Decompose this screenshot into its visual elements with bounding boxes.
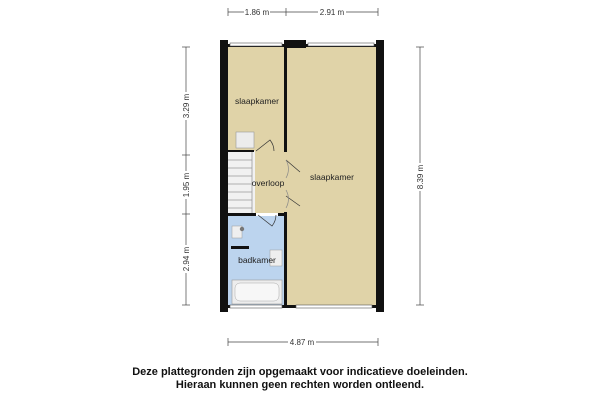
- room-label-landing: overloop: [251, 178, 285, 188]
- cabinet-icon: [236, 132, 254, 148]
- room-label-bedroom-left: slaapkamer: [235, 96, 279, 106]
- dim-right: 8.39 m: [416, 164, 425, 190]
- disclaimer-line-1: Deze plattegronden zijn opgemaakt voor indicatieve doeleinden.: [132, 366, 468, 378]
- dim-top-right: 2.91 m: [319, 8, 345, 17]
- dim-left-middle: 1.95 m: [182, 172, 191, 198]
- dim-bottom: 4.87 m: [289, 338, 315, 347]
- room-label-bathroom: badkamer: [238, 255, 276, 265]
- dim-top-left: 1.86 m: [244, 8, 270, 17]
- disclaimer-line-2: Hieraan kunnen geen rechten worden ontleend.: [175, 379, 425, 391]
- room-label-bedroom-right: slaapkamer: [310, 172, 354, 182]
- dim-left-bottom: 2.94 m: [182, 246, 191, 272]
- dim-left-top: 3.29 m: [182, 93, 191, 119]
